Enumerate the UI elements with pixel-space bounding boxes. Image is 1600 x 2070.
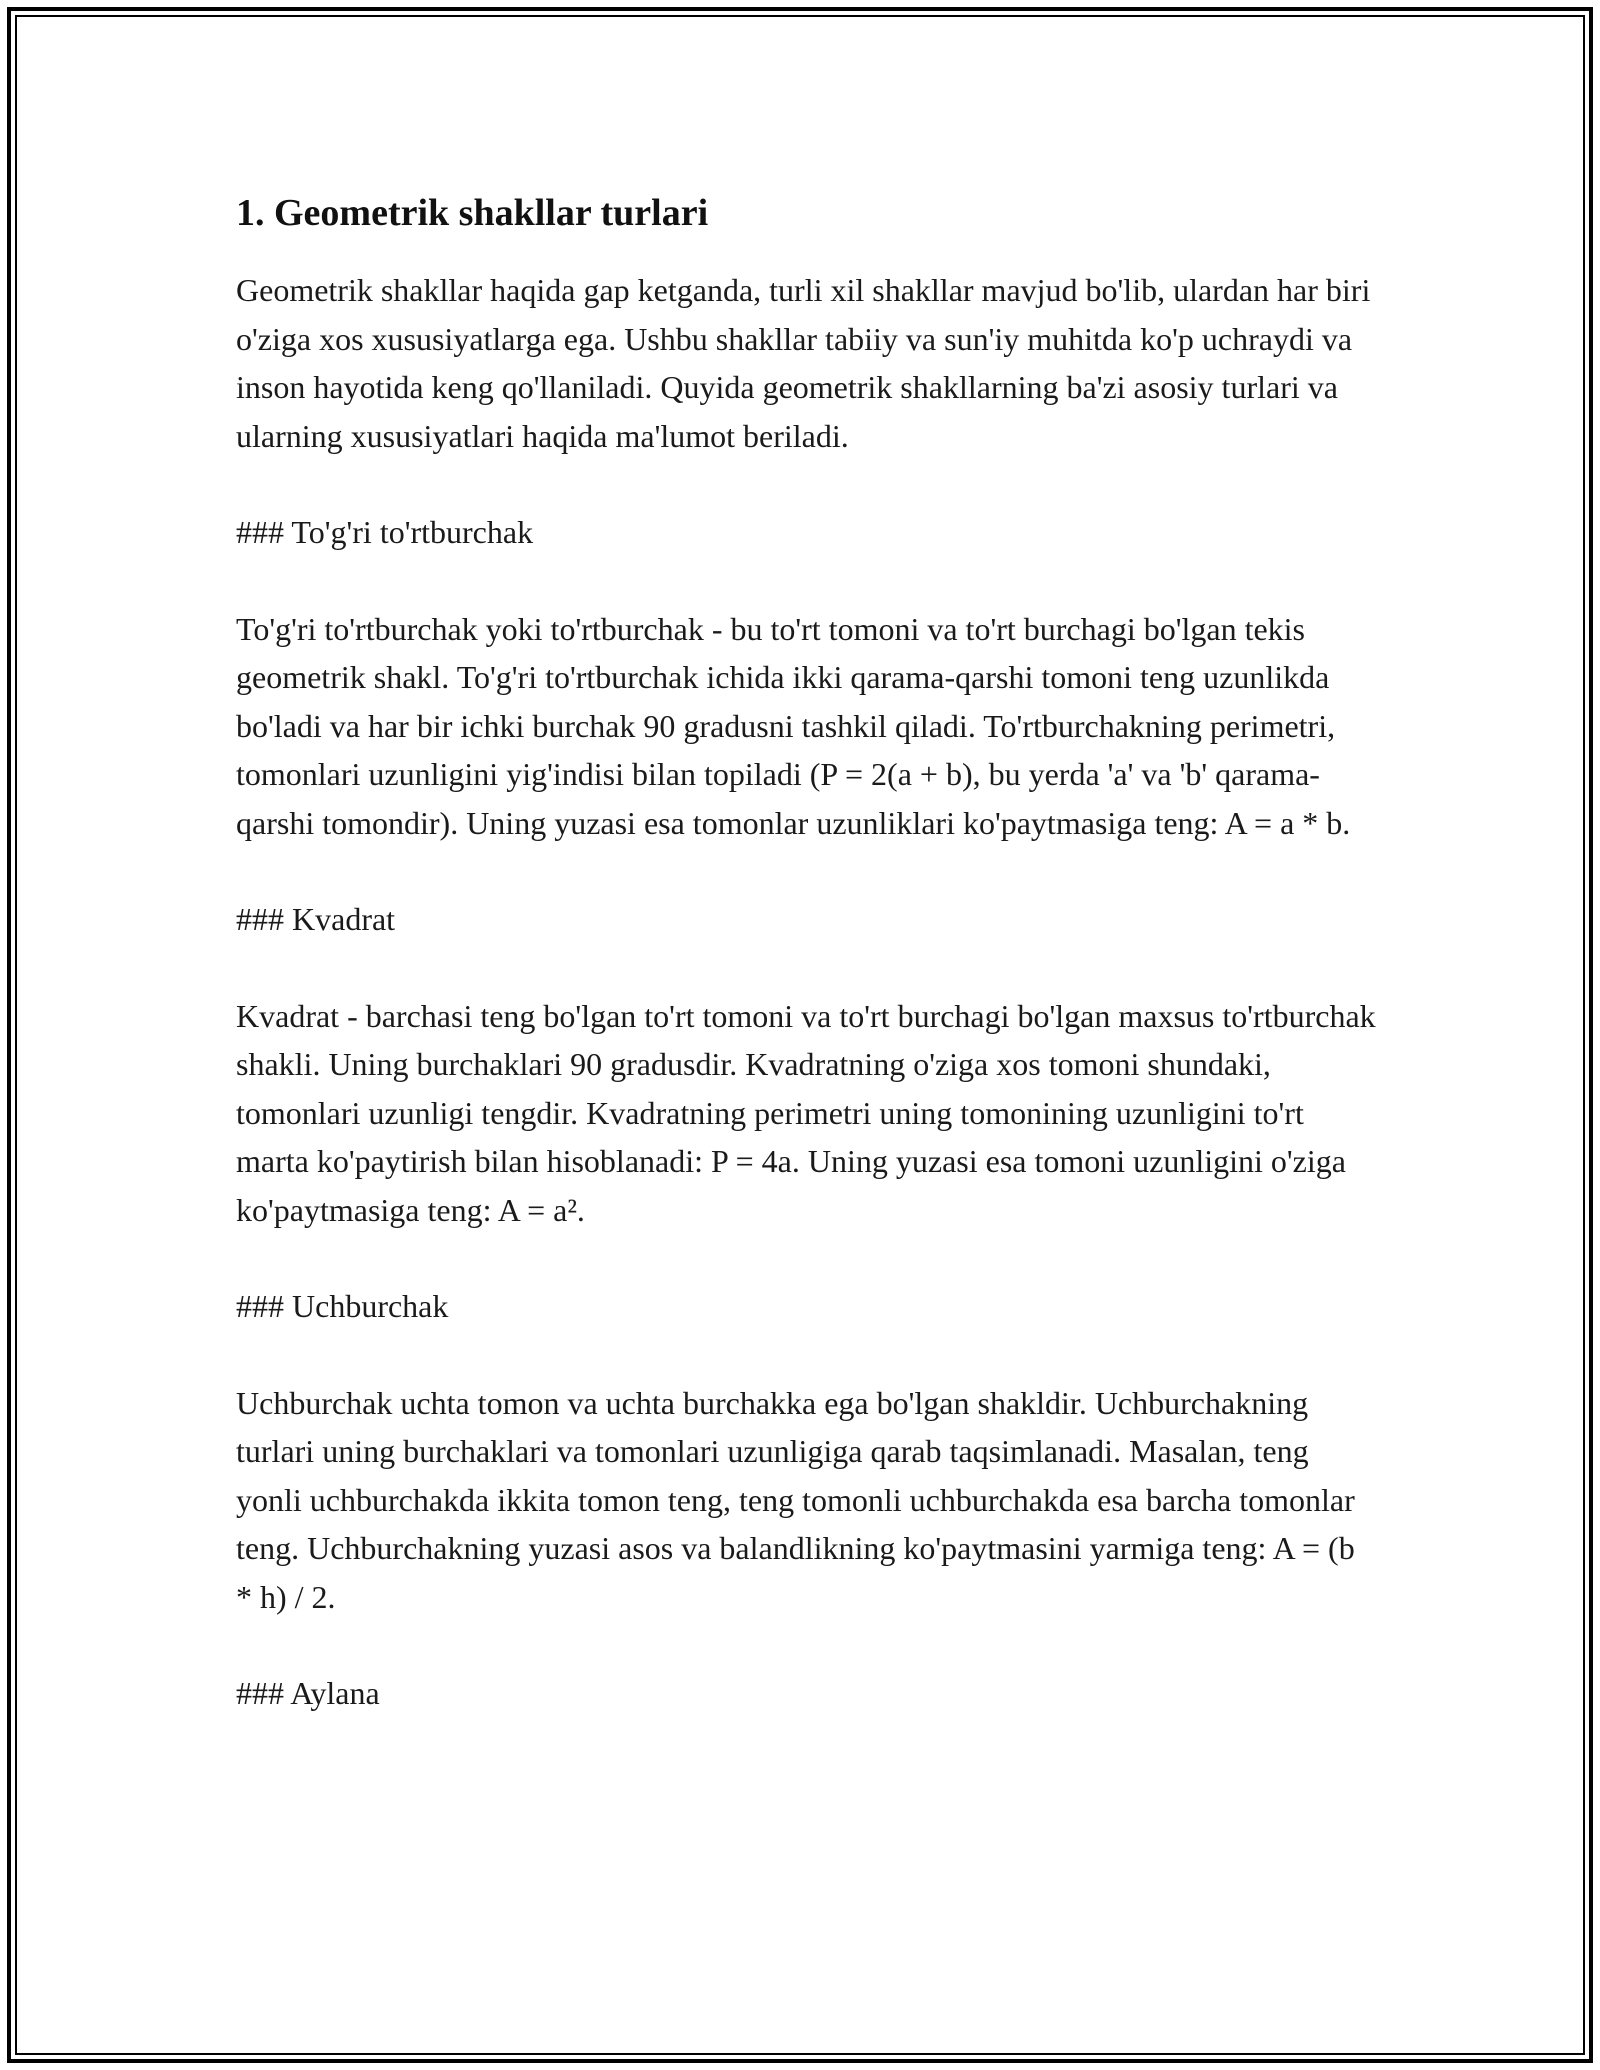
section-heading-rectangle: ### To'g'ri to'rtburchak [236,514,534,550]
section-body-square: Kvadrat - barchasi teng bo'lgan to'rt tomoni va to'rt burchagi bo'lgan maxsus to'rtburchak shakli. Uning burchaklari 90 gradusdir. Kvadratning o'ziga xos tomoni shundaki, tomonlari uzunligi tengdir. Kvadratning perimetri uning tomonining uzunligini to'rt marta ko'paytirish bilan hisoblanadi: P = 4a. Uning yuzasi esa tomoni uzunligini o'ziga ko'paytmasiga teng: A = a². [236,997,1376,1228]
section-body-rectangle: To'g'ri to'rtburchak yoki to'rtburchak - bu to'rt tomoni va to'rt burchagi bo'lgan tekis geometrik shakl. To'g'ri to'rtburchak ichida ikki qarama-qarshi tomoni teng uzunlikda bo'ladi va har bir ichki burchak 90 gradusni tashkil qiladi. To'rtburchakning perimetri, tomonlari uzunligini yig'indisi bilan topiladi (P = 2(a + b), bu yerda 'a' va 'b' qarama-qarshi tomondir). Uning yuzasi esa tomonlar uzunliklari ko'paytmasiga teng: A = a * b. [236,610,1351,841]
document-page [236,188,1376,1766]
section-heading-square: ### Kvadrat [236,901,396,937]
section-heading-circle: ### Aylana [236,1675,380,1711]
intro-paragraph: Geometrik shakllar haqida gap ketganda, turli xil shakllar mavjud bo'lib, ulardan har biri o'ziga xos xususiyatlarga ega. Ushbu shakllar tabiiy va sun'iy muhitda ko'p uchraydi va inson hayotida keng qo'llaniladi. Quyida geometrik shakllarning ba'zi asosiy turlari va ularning xususiyatlari haqida ma'lumot beriladi. [236,272,1371,454]
section-body-triangle: Uchburchak uchta tomon va uchta burchakka ega bo'lgan shakldir. Uchburchakning turlari uning burchaklari va tomonlari uzunligiga qarab taqsimlanadi. Masalan, teng yonli uchburchakda ikkita tomon teng, teng tomonli uchburchakda esa barcha tomonlar teng. Uchburchakning yuzasi asos va balandlikning ko'paytmasini yarmiga teng: A = (b * h) / 2. [236,1384,1355,1615]
document-title: 1. Geometrik shakllar turlari [236,192,709,234]
section-heading-triangle: ### Uchburchak [236,1288,449,1324]
